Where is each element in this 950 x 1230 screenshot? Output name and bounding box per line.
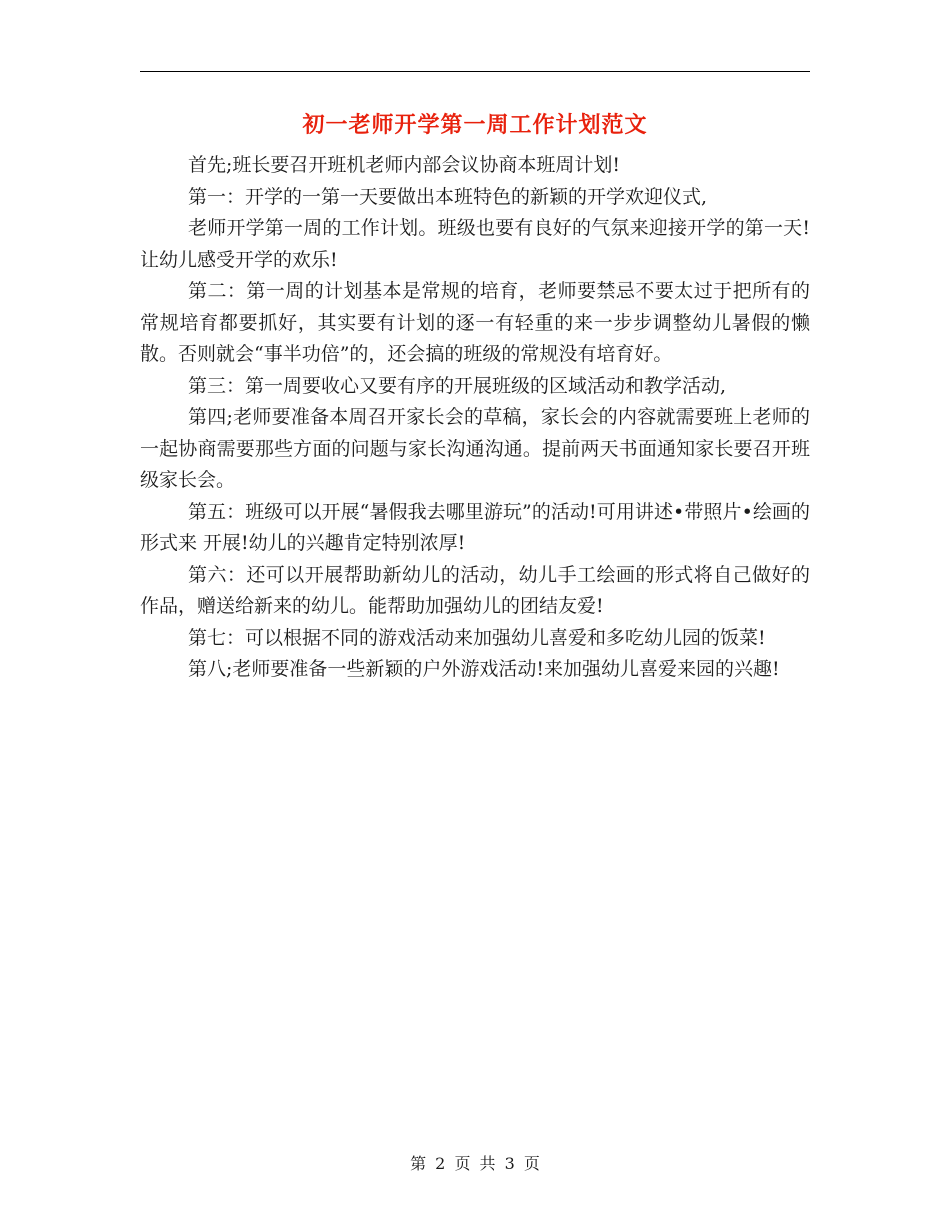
paragraph-7: 第七：可以根据不同的游戏活动来加强幼儿喜爱和多吃幼儿园的饭菜! (188, 626, 766, 649)
paragraph-1: 第一：开学的一第一天要做出本班特色的新颖的开学欢迎仪式, (188, 185, 708, 208)
header-rule (140, 71, 810, 72)
paragraph-1-continued: 老师开学第一周的工作计划。班级也要有良好的气氛来迎接开学的第一天!让幼儿感受开学的欢乐! (140, 217, 810, 271)
paragraph-4: 第四;老师要准备本周召开家长会的草稿，家长会的内容就需要班上老师的一起协商需要那些方面的问题与家长沟通沟通。提前两天书面通知家长要召开班级家长会。 (140, 406, 810, 491)
document-body (140, 150, 810, 686)
paragraph-intro: 首先;班长要召开班机老师内部会议协商本班周计划! (188, 154, 621, 176)
page-number-footer: 第 2 页 共 3 页 (410, 1154, 540, 1173)
paragraph-6: 第六：还可以开展帮助新幼儿的活动，幼儿手工绘画的形式将自己做好的作品，赠送给新来的幼儿。能帮助加强幼儿的团结友爱! (140, 563, 810, 617)
paragraph-8: 第八;老师要准备一些新颖的户外游戏活动!来加强幼儿喜爱来园的兴趣! (188, 658, 780, 680)
paragraph-2: 第二：第一周的计划基本是常规的培育，老师要禁忌不要太过于把所有的常规培育都要抓好，其实要有计划的逐一有轻重的来一步步调整幼儿暑假的懒散。否则就会“事半功倍”的，还会搞的班级的常规没有培育好。 (140, 280, 810, 365)
paragraph-5: 第五：班级可以开展“暑假我去哪里游玩”的活动!可用讲述•带照片•绘画的形式来 开展!幼儿的兴趣肯定特别浓厚! (140, 500, 810, 554)
paragraph-3: 第三：第一周要收心又要有序的开展班级的区域活动和教学活动, (188, 374, 727, 397)
document-title: 初一老师开学第一周工作计划范文 (302, 113, 648, 138)
